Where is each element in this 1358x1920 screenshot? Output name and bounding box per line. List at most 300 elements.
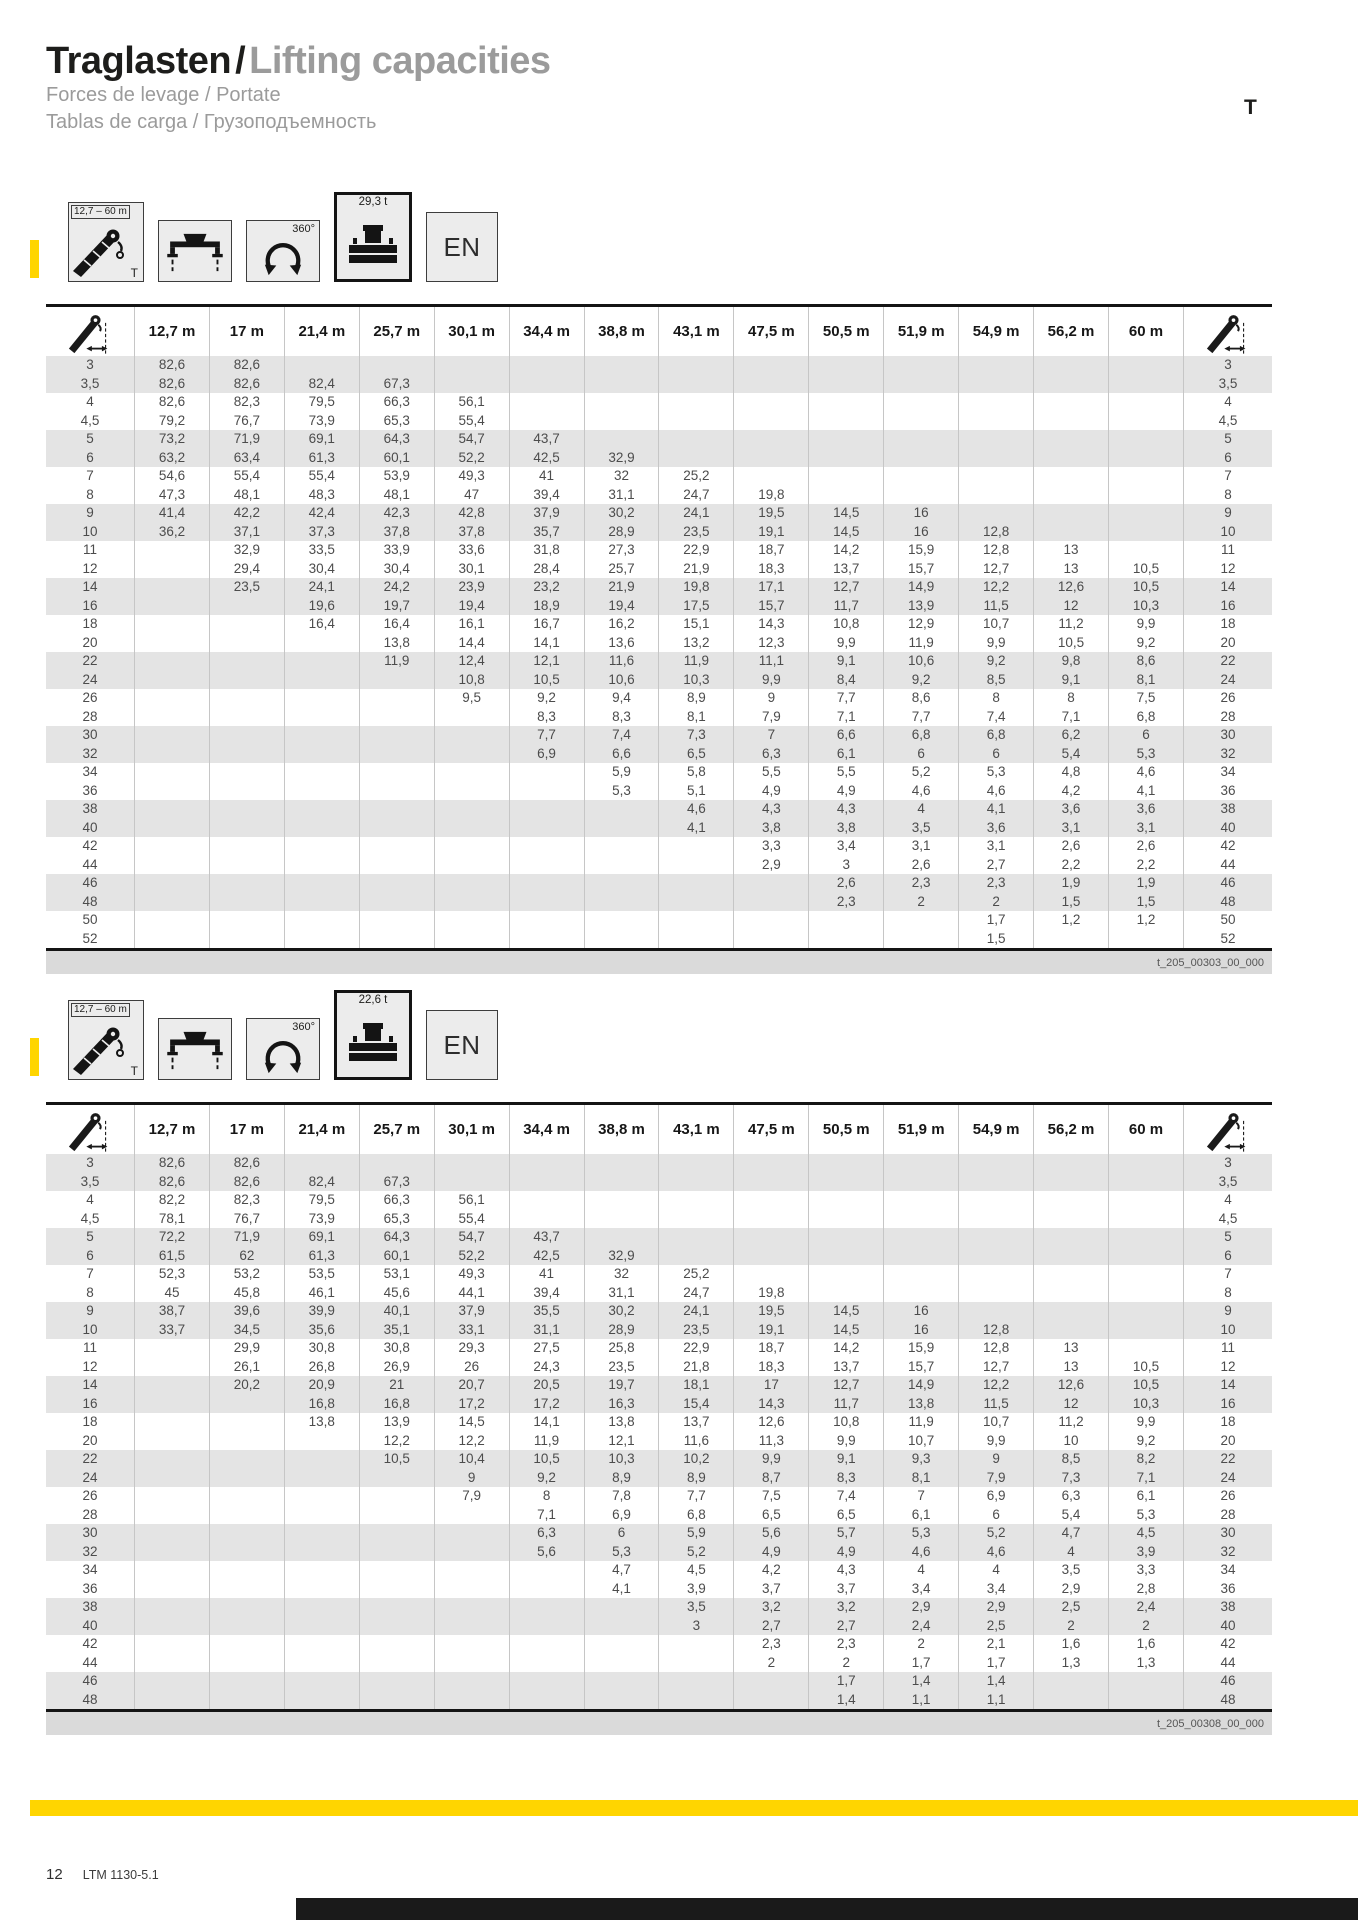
capacity-row [46, 856, 1272, 875]
capacity-cell: 2,3 [884, 874, 959, 893]
capacity-cell [284, 1543, 359, 1562]
capacity-cell [584, 893, 659, 912]
radius-cell-right: 44 [1184, 856, 1273, 875]
radius-cell-right: 46 [1184, 874, 1273, 893]
capacity-cell [209, 1580, 284, 1599]
radius-cell-left: 8 [86, 1284, 94, 1300]
radius-cell-left: 6 [46, 1247, 135, 1266]
capacity-cell [584, 1635, 659, 1654]
capacity-cell [284, 1691, 359, 1711]
capacity-cell [359, 1672, 434, 1691]
capacity-cell: 31,1 [584, 486, 659, 505]
capacity-cell: 3,9 [1108, 1543, 1183, 1562]
capacity-cell: 12,6 [1034, 1376, 1109, 1395]
capacity-cell: 9,9 [734, 1450, 809, 1469]
capacity-cell: 8,6 [1108, 652, 1183, 671]
capacity-cell: 16,1 [434, 615, 509, 634]
capacity-cell: 16 [884, 1321, 959, 1340]
capacity-cell: 56,1 [434, 1191, 509, 1210]
capacity-cell: 19,4 [584, 597, 659, 616]
capacity-cell [135, 874, 210, 893]
capacity-cell: 2,7 [734, 1617, 809, 1636]
radius-cell-left: 18 [82, 616, 98, 631]
capacity-cell: 32,9 [584, 1247, 659, 1266]
capacity-cell [884, 430, 959, 449]
capacity-cell: 35,7 [509, 523, 584, 542]
capacity-row [46, 689, 1272, 708]
capacity-cell [135, 911, 210, 930]
capacity-cell: 7,4 [809, 1487, 884, 1506]
radius-cell-right: 10 [1184, 1321, 1273, 1340]
capacity-cell [135, 597, 210, 616]
capacity-cell: 82,4 [284, 1173, 359, 1192]
capacity-cell [1108, 504, 1183, 523]
capacity-cell [284, 1469, 359, 1488]
capacity-cell [959, 449, 1034, 468]
capacity-cell: 82,6 [209, 1173, 284, 1192]
capacity-cell [809, 430, 884, 449]
capacity-cell: 33,1 [434, 1321, 509, 1340]
capacity-cell [359, 1543, 434, 1562]
capacity-cell: 9,8 [1034, 652, 1109, 671]
capacity-cell: 2 [809, 1654, 884, 1673]
capacity-cell: 4,1 [584, 1580, 659, 1599]
capacity-cell [284, 726, 359, 745]
capacity-cell: 30,8 [359, 1339, 434, 1358]
radius-cell-left: 16 [46, 597, 135, 616]
capacity-cell: 69,1 [284, 430, 359, 449]
capacity-cell: 6,3 [509, 1524, 584, 1543]
radius-cell-right: 24 [1184, 1469, 1273, 1488]
radius-cell-left: 3 [46, 356, 135, 375]
capacity-row [46, 1691, 1272, 1711]
capacity-cell: 16,4 [359, 615, 434, 634]
capacity-cell: 2,9 [1034, 1580, 1109, 1599]
capacity-cell: 5,1 [659, 782, 734, 801]
capacity-row [46, 1561, 1272, 1580]
capacity-cell: 10,5 [509, 671, 584, 690]
capacity-cell [135, 800, 210, 819]
capacity-cell: 1,9 [1034, 874, 1109, 893]
capacity-row [46, 726, 1272, 745]
capacity-cell: 13,8 [884, 1395, 959, 1414]
capacity-cell: 15,9 [884, 541, 959, 560]
capacity-cell: 6,5 [734, 1506, 809, 1525]
capacity-row [46, 1580, 1272, 1599]
capacity-cell: 38,7 [135, 1302, 210, 1321]
capacity-cell: 16,4 [284, 615, 359, 634]
capacity-cell: 1,6 [1034, 1635, 1109, 1654]
capacity-cell [584, 1617, 659, 1636]
capacity-cell: 9,2 [1108, 634, 1183, 653]
capacity-cell: 11,9 [359, 652, 434, 671]
capacity-cell: 6,5 [809, 1506, 884, 1525]
subtitle-fr-it: Forces de levage / Portate [46, 84, 281, 106]
radius-cell-right: 22 [1184, 1450, 1273, 1469]
capacity-cell: 14,9 [884, 1376, 959, 1395]
capacity-cell: 14,5 [434, 1413, 509, 1432]
capacity-cell [135, 1524, 210, 1543]
boom-length-header: 25,7 m [359, 1104, 434, 1155]
capacity-cell: 27,5 [509, 1339, 584, 1358]
capacity-cell [359, 763, 434, 782]
capacity-cell: 8,5 [959, 671, 1034, 690]
capacity-cell: 12,8 [959, 1321, 1034, 1340]
capacity-cell: 4,1 [959, 800, 1034, 819]
capacity-cell: 16 [884, 523, 959, 542]
capacity-cell [734, 467, 809, 486]
capacity-cell [284, 671, 359, 690]
capacity-cell [209, 1506, 284, 1525]
capacity-cell [884, 1228, 959, 1247]
capacity-cell: 66,3 [359, 1191, 434, 1210]
capacity-cell [809, 467, 884, 486]
capacity-cell [209, 634, 284, 653]
capacity-cell [1108, 1265, 1183, 1284]
capacity-cell: 4,6 [659, 800, 734, 819]
capacity-cell: 39,4 [509, 1284, 584, 1303]
radius-cell-left: 9 [46, 1302, 135, 1321]
capacity-cell: 3,8 [809, 819, 884, 838]
capacity-cell [135, 1543, 210, 1562]
capacity-cell [659, 393, 734, 412]
capacity-cell: 6,1 [1108, 1487, 1183, 1506]
capacity-cell: 7,9 [959, 1469, 1034, 1488]
capacity-cell [659, 430, 734, 449]
capacity-cell [135, 708, 210, 727]
capacity-row [46, 1450, 1272, 1469]
capacity-cell [1034, 449, 1109, 468]
capacity-cell [509, 930, 584, 950]
capacity-cell: 26,9 [359, 1358, 434, 1377]
capacity-cell: 2,3 [734, 1635, 809, 1654]
capacity-cell [1108, 1284, 1183, 1303]
capacity-cell [584, 1191, 659, 1210]
radius-cell-left: 30 [46, 1524, 135, 1543]
capacity-cell: 9,9 [1108, 1413, 1183, 1432]
capacity-cell: 34,5 [209, 1321, 284, 1340]
capacity-cell [509, 1210, 584, 1229]
capacity-cell: 23,2 [509, 578, 584, 597]
capacity-cell [509, 856, 584, 875]
capacity-cell [659, 412, 734, 431]
capacity-cell: 54,7 [434, 1228, 509, 1247]
capacity-cell [1034, 1691, 1109, 1711]
capacity-cell: 10,3 [584, 1450, 659, 1469]
capacity-cell [284, 1617, 359, 1636]
radius-cell-right: 34 [1184, 1561, 1273, 1580]
capacity-cell: 2,6 [809, 874, 884, 893]
radius-icon-cell [46, 306, 135, 357]
capacity-cell: 49,3 [434, 467, 509, 486]
capacity-cell: 12,7 [809, 1376, 884, 1395]
capacity-cell: 23,5 [659, 523, 734, 542]
capacity-cell: 1,3 [1108, 1654, 1183, 1673]
capacity-cell [434, 745, 509, 764]
capacity-cell: 21,8 [659, 1358, 734, 1377]
capacity-cell: 72,2 [135, 1228, 210, 1247]
capacity-cell [135, 1580, 210, 1599]
capacity-cell [809, 1210, 884, 1229]
capacity-cell [359, 745, 434, 764]
capacity-cell [1034, 1154, 1109, 1173]
yellow-divider-bar [30, 1800, 1358, 1816]
capacity-cell [209, 856, 284, 875]
capacity-cell: 9,2 [509, 689, 584, 708]
capacity-cell: 2,9 [884, 1598, 959, 1617]
capacity-row [46, 745, 1272, 764]
capacity-cell [1034, 1228, 1109, 1247]
capacity-cell [209, 1469, 284, 1488]
capacity-cell: 8,9 [659, 1469, 734, 1488]
radius-cell-right: 34 [1184, 763, 1273, 782]
capacity-cell: 37,8 [359, 523, 434, 542]
capacity-cell [1034, 375, 1109, 394]
capacity-cell: 12 [1034, 1395, 1109, 1414]
radius-cell-left: 16 [46, 1395, 135, 1414]
radius-cell-right: 38 [1184, 1598, 1273, 1617]
capacity-cell [284, 1635, 359, 1654]
capacity-cell [209, 597, 284, 616]
capacity-cell: 24,7 [659, 486, 734, 505]
capacity-cell: 29,4 [209, 560, 284, 579]
capacity-cell [135, 1413, 210, 1432]
capacity-cell [209, 1635, 284, 1654]
radius-cell-left: 20 [82, 634, 98, 650]
capacity-cell: 2 [884, 893, 959, 912]
capacity-cell [509, 1561, 584, 1580]
capacity-row [46, 1395, 1272, 1414]
capacity-cell: 23,5 [584, 1358, 659, 1377]
capacity-cell [734, 430, 809, 449]
capacity-cell: 61,5 [135, 1247, 210, 1266]
capacity-cell [284, 874, 359, 893]
radius-cell-left: 52 [82, 930, 98, 946]
capacity-row [46, 1617, 1272, 1636]
capacity-cell: 82,6 [135, 393, 210, 412]
radius-cell-left: 40 [46, 819, 135, 838]
radius-cell-right: 11 [1184, 541, 1273, 560]
radius-cell-left: 30 [46, 726, 135, 745]
capacity-cell [809, 356, 884, 375]
capacity-cell: 13,7 [659, 1413, 734, 1432]
capacity-cell: 17,1 [734, 578, 809, 597]
capacity-cell: 2,3 [959, 874, 1034, 893]
capacity-cell: 2,2 [1108, 856, 1183, 875]
capacity-cell: 23,5 [659, 1321, 734, 1340]
capacity-cell: 8,9 [659, 689, 734, 708]
capacity-cell: 8,5 [1034, 1450, 1109, 1469]
capacity-cell [135, 1339, 210, 1358]
capacity-cell [284, 634, 359, 653]
capacity-table-section-2 [46, 990, 1358, 1735]
capacity-cell [509, 800, 584, 819]
capacity-cell [284, 782, 359, 801]
capacity-cell: 25,8 [584, 1339, 659, 1358]
capacity-cell [135, 1432, 210, 1451]
capacity-cell [1034, 1173, 1109, 1192]
capacity-cell: 28,4 [509, 560, 584, 579]
capacity-cell: 6,8 [959, 726, 1034, 745]
capacity-row [46, 1524, 1272, 1543]
capacity-cell: 2,6 [1034, 837, 1109, 856]
capacity-cell [1034, 504, 1109, 523]
radius-cell-right: 4 [1184, 1191, 1273, 1210]
radius-cell-right: 6 [1184, 1247, 1273, 1266]
capacity-cell: 13 [1034, 541, 1109, 560]
capacity-cell: 1,1 [959, 1691, 1034, 1711]
capacity-cell: 16,7 [509, 615, 584, 634]
capacity-cell [1108, 1228, 1183, 1247]
capacity-cell [359, 1635, 434, 1654]
capacity-cell: 5,6 [734, 1524, 809, 1543]
title-german: Traglasten [46, 40, 232, 82]
capacity-cell: 7,9 [434, 1487, 509, 1506]
radius-cell-left: 34 [82, 1562, 98, 1577]
capacity-cell: 21,9 [584, 578, 659, 597]
capacity-cell [659, 1173, 734, 1192]
capacity-cell: 19,7 [359, 597, 434, 616]
capacity-cell: 12,7 [959, 1358, 1034, 1377]
capacity-cell [809, 412, 884, 431]
capacity-cell: 32,9 [584, 449, 659, 468]
capacity-cell: 10,8 [434, 671, 509, 690]
capacity-cell: 9,2 [884, 671, 959, 690]
capacity-cell: 11,9 [509, 1432, 584, 1451]
table-reference-code: t_205_00308_00_000 [1156, 1717, 1264, 1730]
capacity-cell [884, 1284, 959, 1303]
capacity-cell [959, 467, 1034, 486]
capacity-cell [734, 1173, 809, 1192]
capacity-cell [359, 930, 434, 950]
capacity-cell [884, 1265, 959, 1284]
capacity-cell: 52,2 [434, 1247, 509, 1266]
capacity-cell [284, 819, 359, 838]
capacity-cell [1034, 1191, 1109, 1210]
capacity-cell: 35,6 [284, 1321, 359, 1340]
capacity-cell: 39,6 [209, 1302, 284, 1321]
capacity-cell [884, 486, 959, 505]
capacity-cell: 19,5 [734, 504, 809, 523]
capacity-cell: 11,6 [659, 1432, 734, 1451]
capacity-cell: 3,2 [809, 1598, 884, 1617]
capacity-cell [434, 763, 509, 782]
capacity-cell [809, 930, 884, 950]
capacity-cell: 53,9 [359, 467, 434, 486]
capacity-cell [284, 745, 359, 764]
capacity-cell: 13 [1034, 1358, 1109, 1377]
capacity-cell [884, 1191, 959, 1210]
capacity-cell: 15,7 [734, 597, 809, 616]
capacity-cell [959, 1210, 1034, 1229]
capacity-cell: 7,1 [809, 708, 884, 727]
capacity-cell [135, 1617, 210, 1636]
boom-length-header: 43,1 m [659, 306, 734, 357]
capacity-cell: 3,8 [734, 819, 809, 838]
capacity-cell: 2,9 [959, 1598, 1034, 1617]
radius-cell-right: 42 [1184, 837, 1273, 856]
capacity-cell [359, 1691, 434, 1711]
boom-length-header: 50,5 m [809, 1104, 884, 1155]
capacity-cell: 9,1 [809, 1450, 884, 1469]
capacity-cell: 69,1 [284, 1228, 359, 1247]
capacity-cell: 12,3 [734, 634, 809, 653]
radius-cell-right: 9 [1184, 1302, 1273, 1321]
capacity-cell [135, 652, 210, 671]
capacity-cell [584, 430, 659, 449]
capacity-cell: 12,8 [959, 541, 1034, 560]
standard-label: EN [443, 231, 481, 262]
configuration-legend-1 [46, 192, 1358, 282]
capacity-row [46, 1191, 1272, 1210]
capacity-cell [1108, 1210, 1183, 1229]
capacity-cell: 2,6 [884, 856, 959, 875]
capacity-cell: 10,3 [659, 671, 734, 690]
radius-cell-left: 24 [46, 1469, 135, 1488]
capacity-cell: 40,1 [359, 1302, 434, 1321]
capacity-cell: 2,4 [1108, 1598, 1183, 1617]
radius-cell-right: 32 [1184, 745, 1273, 764]
capacity-cell: 1,5 [1034, 893, 1109, 912]
radius-cell-right: 4,5 [1184, 412, 1273, 431]
boom-variant-label: T [130, 1064, 138, 1078]
capacity-cell: 14,5 [809, 1321, 884, 1340]
radius-cell-right: 18 [1184, 1413, 1273, 1432]
capacity-cell [284, 1580, 359, 1599]
capacity-cell [1108, 1691, 1183, 1711]
radius-cell-right: 7 [1184, 467, 1273, 486]
capacity-cell: 10,7 [959, 615, 1034, 634]
capacity-cell: 5,2 [659, 1543, 734, 1562]
capacity-cell: 82,6 [209, 356, 284, 375]
capacity-cell: 28,9 [584, 1321, 659, 1340]
capacity-cell: 79,5 [284, 393, 359, 412]
capacity-cell: 63,4 [209, 449, 284, 468]
capacity-cell: 13,9 [884, 597, 959, 616]
capacity-row [46, 1284, 1272, 1303]
capacity-cell: 3,3 [734, 837, 809, 856]
capacity-cell: 14,2 [809, 1339, 884, 1358]
capacity-cell: 60,1 [359, 1247, 434, 1266]
capacity-cell: 44,1 [434, 1284, 509, 1303]
capacity-cell: 8,2 [1108, 1450, 1183, 1469]
capacity-cell: 3,2 [734, 1598, 809, 1617]
capacity-cell: 7,3 [1034, 1469, 1109, 1488]
capacity-cell: 42,3 [359, 504, 434, 523]
capacity-cell [284, 856, 359, 875]
outrigger-legend [158, 1018, 232, 1080]
capacity-cell [1108, 1302, 1183, 1321]
radius-cell-right: 26 [1184, 1487, 1273, 1506]
capacity-row [46, 1487, 1272, 1506]
capacity-cell [359, 356, 434, 375]
capacity-cell: 24,1 [284, 578, 359, 597]
capacity-cell [959, 1247, 1034, 1266]
capacity-cell: 9,1 [809, 652, 884, 671]
boom-length-header: 12,7 m [135, 1104, 210, 1155]
capacity-cell [734, 356, 809, 375]
page-title [46, 40, 1358, 82]
capacity-cell: 2,7 [959, 856, 1034, 875]
capacity-row [46, 1376, 1272, 1395]
capacity-cell: 12,1 [509, 652, 584, 671]
capacity-cell: 5,5 [809, 763, 884, 782]
counterweight-icon [345, 225, 401, 273]
capacity-cell: 5,9 [659, 1524, 734, 1543]
capacity-row [46, 837, 1272, 856]
capacity-cell: 14,1 [509, 1413, 584, 1432]
capacity-row [46, 671, 1272, 690]
